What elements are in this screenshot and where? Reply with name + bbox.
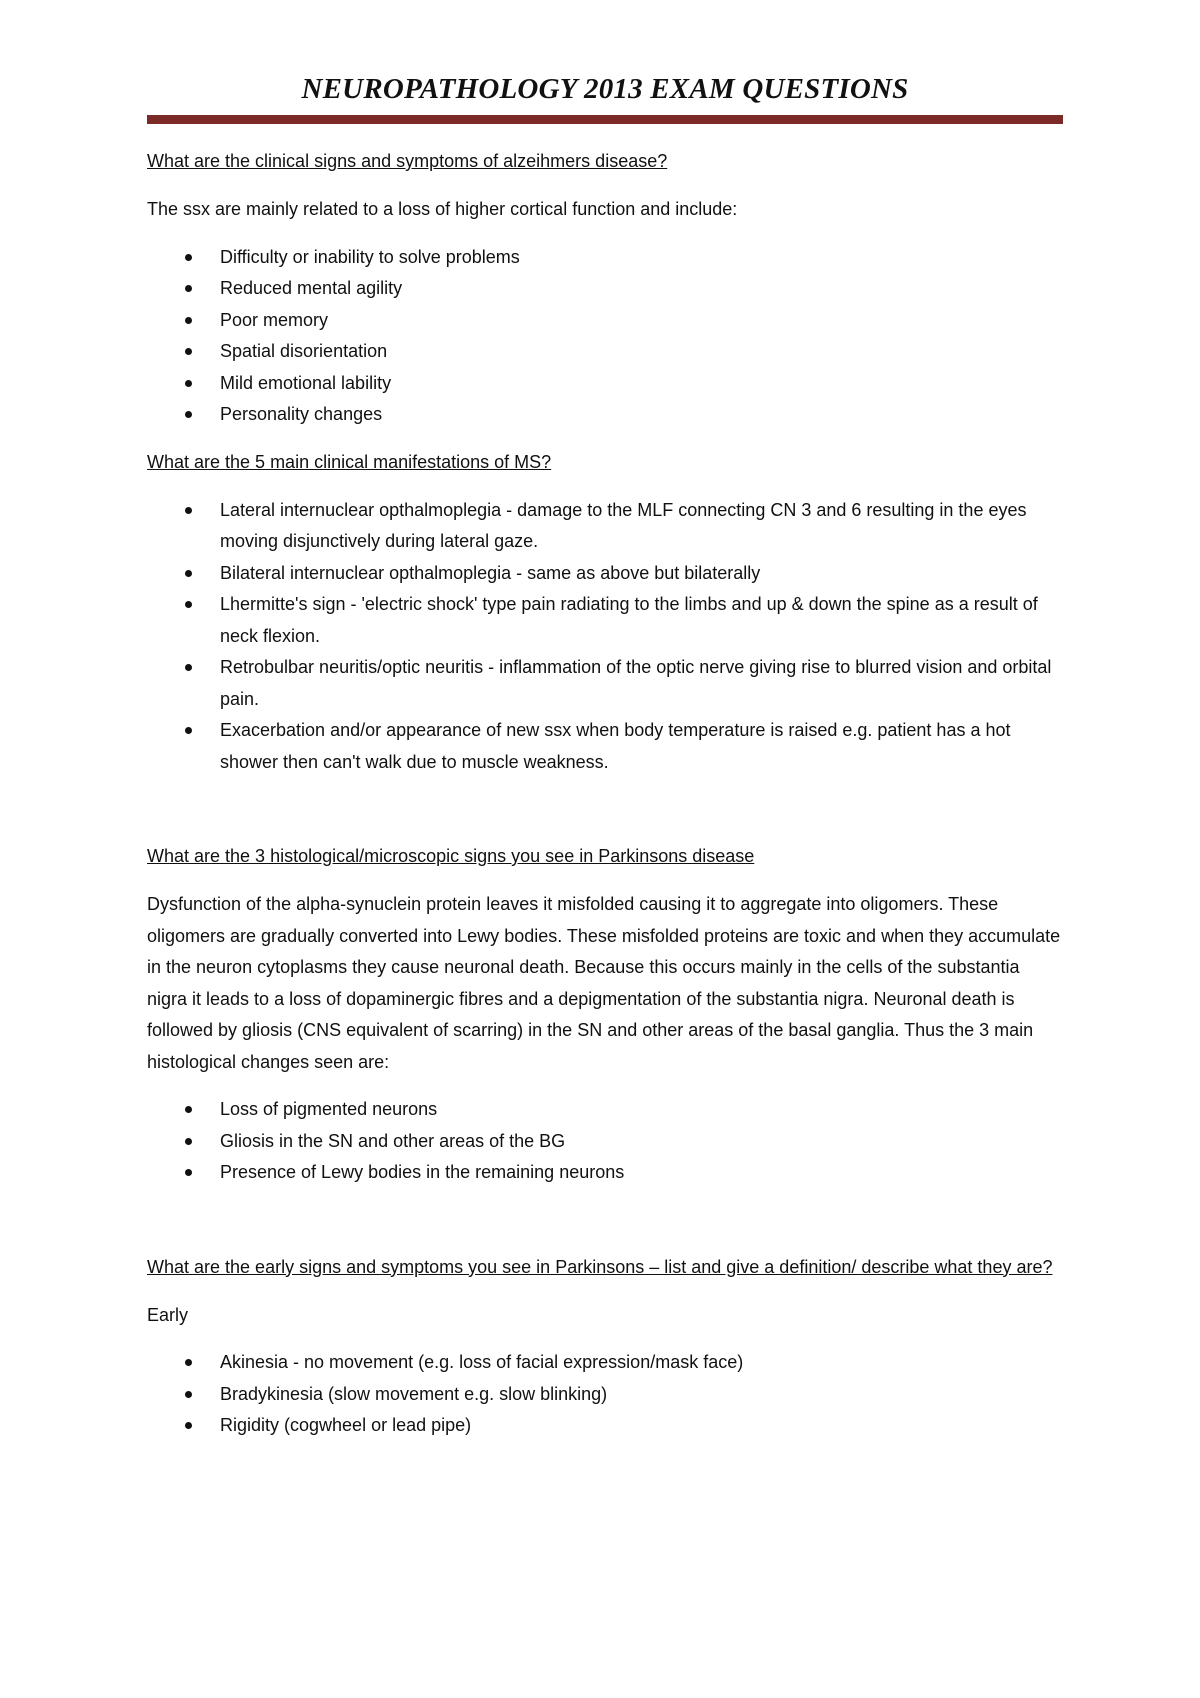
question-heading: What are the early signs and symptoms you see in Parkinsons – list and give a definition/ describe what they are?	[147, 1256, 1053, 1277]
list-item: Lhermitte's sign - 'electric shock' type pain radiating to the limbs and up & down the spine as a result of neck flexion.	[147, 589, 1063, 652]
list-item: Gliosis in the SN and other areas of the BG	[147, 1126, 1063, 1158]
section-alzheimers	[147, 146, 1063, 431]
list-item: Bradykinesia (slow movement e.g. slow blinking)	[147, 1379, 1063, 1411]
paragraph: Early	[147, 1304, 189, 1325]
title-rule	[147, 115, 1063, 124]
bullet-list	[147, 1094, 1063, 1189]
list-item: Reduced mental agility	[147, 273, 1063, 305]
question-heading: What are the 5 main clinical manifestations of MS?	[147, 451, 552, 472]
list-item: Rigidity (cogwheel or lead pipe)	[147, 1410, 1063, 1442]
list-item: Presence of Lewy bodies in the remaining neurons	[147, 1157, 1063, 1189]
bullet-list	[147, 242, 1063, 431]
list-item: Difficulty or inability to solve problems	[147, 242, 1063, 274]
list-item: Poor memory	[147, 305, 1063, 337]
list-item: Personality changes	[147, 399, 1063, 431]
bullet-list	[147, 1347, 1063, 1442]
section-parkinsons-early	[147, 1252, 1063, 1442]
question-heading: What are the clinical signs and symptoms of alzeihmers disease?	[147, 151, 668, 171]
document-page	[147, 70, 1063, 1442]
list-item: Bilateral internuclear opthalmoplegia - same as above but bilaterally	[147, 558, 1063, 590]
list-item: Lateral internuclear opthalmoplegia - damage to the MLF connecting CN 3 and 6 resulting in the eyes moving disjunctively during lateral gaze.	[147, 495, 1063, 558]
paragraph: The ssx are mainly related to a loss of higher cortical function and include:	[147, 199, 738, 219]
bullet-list	[147, 495, 1063, 779]
list-item: Spatial disorientation	[147, 336, 1063, 368]
document-title: NEUROPATHOLOGY 2013 EXAM QUESTIONS	[301, 73, 909, 105]
list-item: Exacerbation and/or appearance of new ssx when body temperature is raised e.g. patient has a hot shower then can't walk due to muscle weakness.	[147, 715, 1063, 778]
list-item: Loss of pigmented neurons	[147, 1094, 1063, 1126]
section-parkinsons-histology	[147, 841, 1063, 1189]
section-ms	[147, 447, 1063, 779]
paragraph: Dysfunction of the alpha-synuclein protein leaves it misfolded causing it to aggregate into oligomers. These oligomers are gradually converted into Lewy bodies. These misfolded proteins are toxic and when they accumulate in the neuron cytoplasms they cause neuronal death. Because this occurs mainly in the cells of the substantia nigra it leads to a loss of dopaminergic fibres and a depigmentation of the substantia nigra. Neuronal death is followed by gliosis (CNS equivalent of scarring) in the SN and other areas of the basal ganglia. Thus the 3 main histological changes seen are:	[147, 894, 1061, 1072]
question-heading: What are the 3 histological/microscopic signs you see in Parkinsons disease	[147, 846, 755, 866]
list-item: Retrobulbar neuritis/optic neuritis - inflammation of the optic nerve giving rise to blurred vision and orbital pain.	[147, 652, 1063, 715]
list-item: Mild emotional lability	[147, 368, 1063, 400]
list-item: Akinesia - no movement (e.g. loss of facial expression/mask face)	[147, 1347, 1063, 1379]
